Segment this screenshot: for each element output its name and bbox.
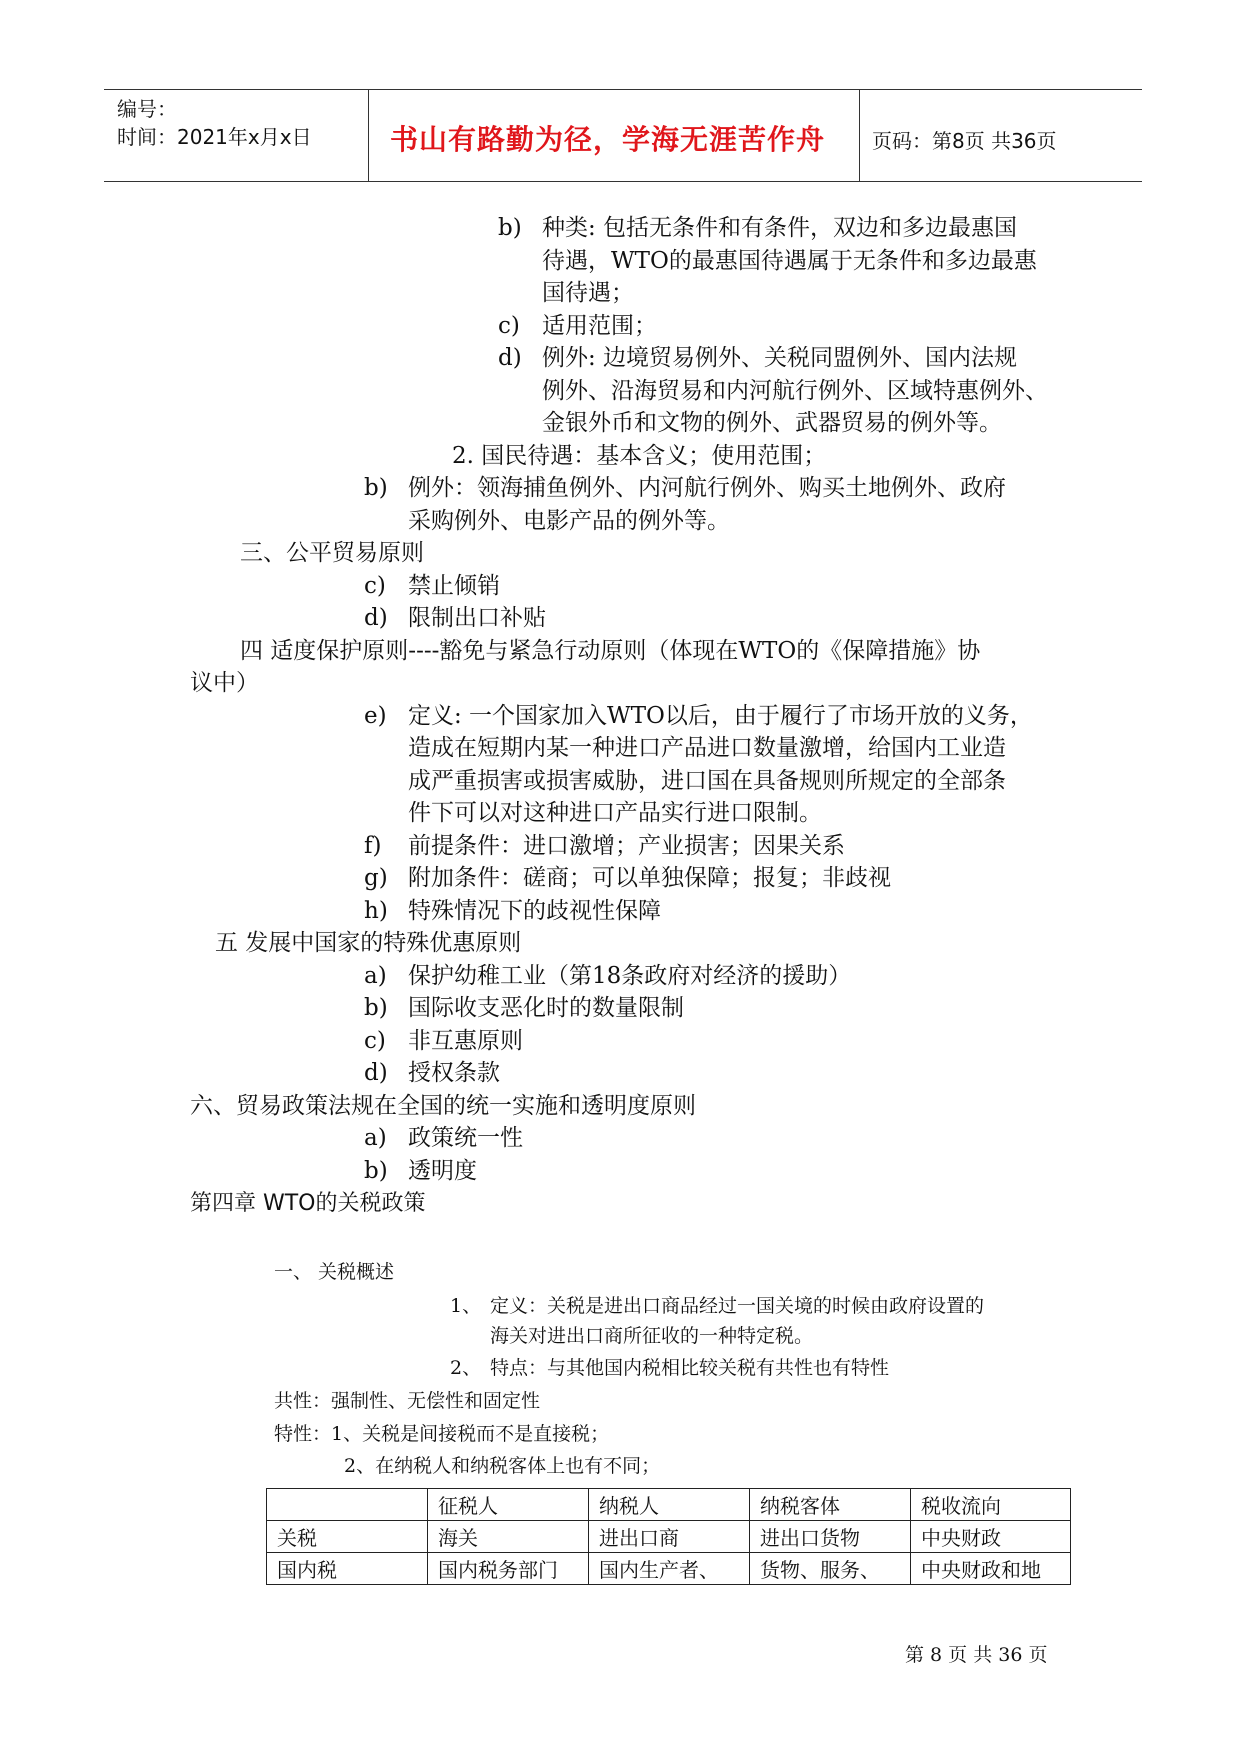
list-marker: h) (364, 898, 388, 924)
table-cell: 国内税务部门 (428, 1553, 589, 1585)
text-line: 国待遇； (542, 280, 634, 306)
list-marker: b) (364, 475, 388, 501)
text-line: 定义：关税是进出口商品经过一国关境的时候由政府设置的 (490, 1295, 985, 1317)
table-cell: 国内税 (267, 1553, 428, 1585)
table-cell: 进出口货物 (750, 1521, 911, 1553)
list-marker: d) (498, 345, 522, 371)
table-cell: 中央财政 (911, 1521, 1071, 1553)
list-marker: f) (364, 833, 382, 859)
text-line: 前提条件：进口激增；产业损害；因果关系 (408, 833, 845, 859)
list-marker: b) (364, 1158, 388, 1184)
table-cell: 中央财政和地 (911, 1553, 1071, 1585)
text-line: 海关对进出口商所征收的一种特定税。 (490, 1325, 814, 1347)
list-marker: a) (364, 1125, 387, 1151)
text-line: 件下可以对这种进口产品实行进口限制。 (408, 800, 822, 826)
table-header-cell: 纳税人 (589, 1489, 750, 1521)
text-line: 例外、沿海贸易和内河航行例外、区域特惠例外、 (542, 378, 1048, 404)
table-cell: 进出口商 (589, 1521, 750, 1553)
list-marker: b) (498, 215, 522, 241)
text-line: 种类: 包括无条件和有条件，双边和多边最惠国 (542, 215, 1018, 241)
text-line: 禁止倾销 (408, 573, 500, 599)
text-line: 透明度 (408, 1158, 477, 1184)
table-row (267, 1553, 1071, 1585)
tax-comparison-table (266, 1488, 1071, 1585)
text-line: 共性：强制性、无偿性和固定性 (274, 1390, 541, 1412)
text-line: 例外：领海捕鱼例外、内河航行例外、购买土地例外、政府 (408, 475, 1006, 501)
text-line: 附加条件：磋商；可以单独保障；报复；非歧视 (408, 865, 891, 891)
text-line: 特点：与其他国内税相比较关税有共性也有特性 (490, 1357, 890, 1379)
list-marker: g) (364, 865, 388, 891)
text-line: 2、在纳税人和纳税客体上也有不同； (344, 1455, 661, 1477)
table-cell: 货物、服务、 (750, 1553, 911, 1585)
table-row (267, 1521, 1071, 1553)
chapter-heading: 第四章 WTO的关税政策 (190, 1191, 426, 1216)
section-heading: 六、贸易政策法规在全国的统一实施和透明度原则 (190, 1093, 696, 1119)
list-marker: e) (364, 703, 387, 729)
text-line: 例外: 边境贸易例外、关税同盟例外、国内法规 (542, 345, 1018, 371)
table-header-cell: 征税人 (428, 1489, 589, 1521)
table-header-row (267, 1489, 1071, 1521)
section-heading: 一、 关税概述 (274, 1261, 395, 1283)
list-marker: 1、 (450, 1295, 482, 1317)
list-marker: d) (364, 1060, 388, 1086)
text-line: 适用范围； (542, 313, 657, 339)
section-heading: 五 发展中国家的特殊优惠原则 (215, 930, 522, 956)
section-heading: 三、公平贸易原则 (240, 540, 424, 566)
table-cell: 关税 (267, 1521, 428, 1553)
list-marker: c) (498, 313, 520, 339)
header-number: 编号： (117, 97, 177, 121)
header-time: 时间：2021年x月x日 (117, 125, 312, 149)
text-line: 限制出口补贴 (408, 605, 546, 631)
section-heading: 四 适度保护原则----豁免与紧急行动原则（体现在WTO的《保障措施》协 (240, 638, 981, 664)
list-marker: c) (364, 1028, 386, 1054)
text-line: 授权条款 (408, 1060, 500, 1086)
header-top-rule (104, 89, 1142, 90)
text-line: 2. 国民待遇：基本含义；使用范围； (452, 443, 827, 469)
text-line: 采购例外、电影产品的例外等。 (408, 508, 730, 534)
table-header-cell: 纳税客体 (750, 1489, 911, 1521)
list-marker: c) (364, 573, 386, 599)
text-line: 特殊情况下的歧视性保障 (408, 898, 661, 924)
text-line: 成严重损害或损害威胁，进口国在具备规则所规定的全部条 (408, 768, 1006, 794)
text-line: 定义: 一个国家加入WTO以后，由于履行了市场开放的义务， (408, 703, 1033, 729)
list-marker: 2、 (450, 1357, 482, 1379)
list-marker: a) (364, 963, 387, 989)
table-header-cell: 税收流向 (911, 1489, 1071, 1521)
header-motto: 书山有路勤为径，学海无涯苦作舟 (390, 123, 826, 156)
list-marker: b) (364, 995, 388, 1021)
table-cell: 海关 (428, 1521, 589, 1553)
header-divider-left (368, 89, 369, 181)
text-line: 特性：1、关税是间接税而不是直接税； (274, 1423, 610, 1445)
table-cell: 国内生产者、 (589, 1553, 750, 1585)
text-line: 待遇，WTO的最惠国待遇属于无条件和多边最惠 (542, 248, 1037, 274)
text-line: 非互惠原则 (408, 1028, 523, 1054)
header-bottom-rule (104, 181, 1142, 182)
text-line: 国际收支恶化时的数量限制 (408, 995, 684, 1021)
table-header-cell (267, 1489, 428, 1521)
text-line: 政策统一性 (408, 1125, 523, 1151)
header-divider-right (859, 89, 860, 181)
text-line: 金银外币和文物的例外、武器贸易的例外等。 (542, 410, 1002, 436)
text-line: 保护幼稚工业（第18条政府对经济的援助） (408, 963, 852, 989)
text-line: 造成在短期内某一种进口产品进口数量激增，给国内工业造 (408, 735, 1006, 761)
header-page-number: 页码：第8页 共36页 (872, 129, 1057, 153)
list-marker: d) (364, 605, 388, 631)
text-line: 议中） (190, 670, 259, 696)
page-footer: 第 8 页 共 36 页 (905, 1644, 1048, 1666)
